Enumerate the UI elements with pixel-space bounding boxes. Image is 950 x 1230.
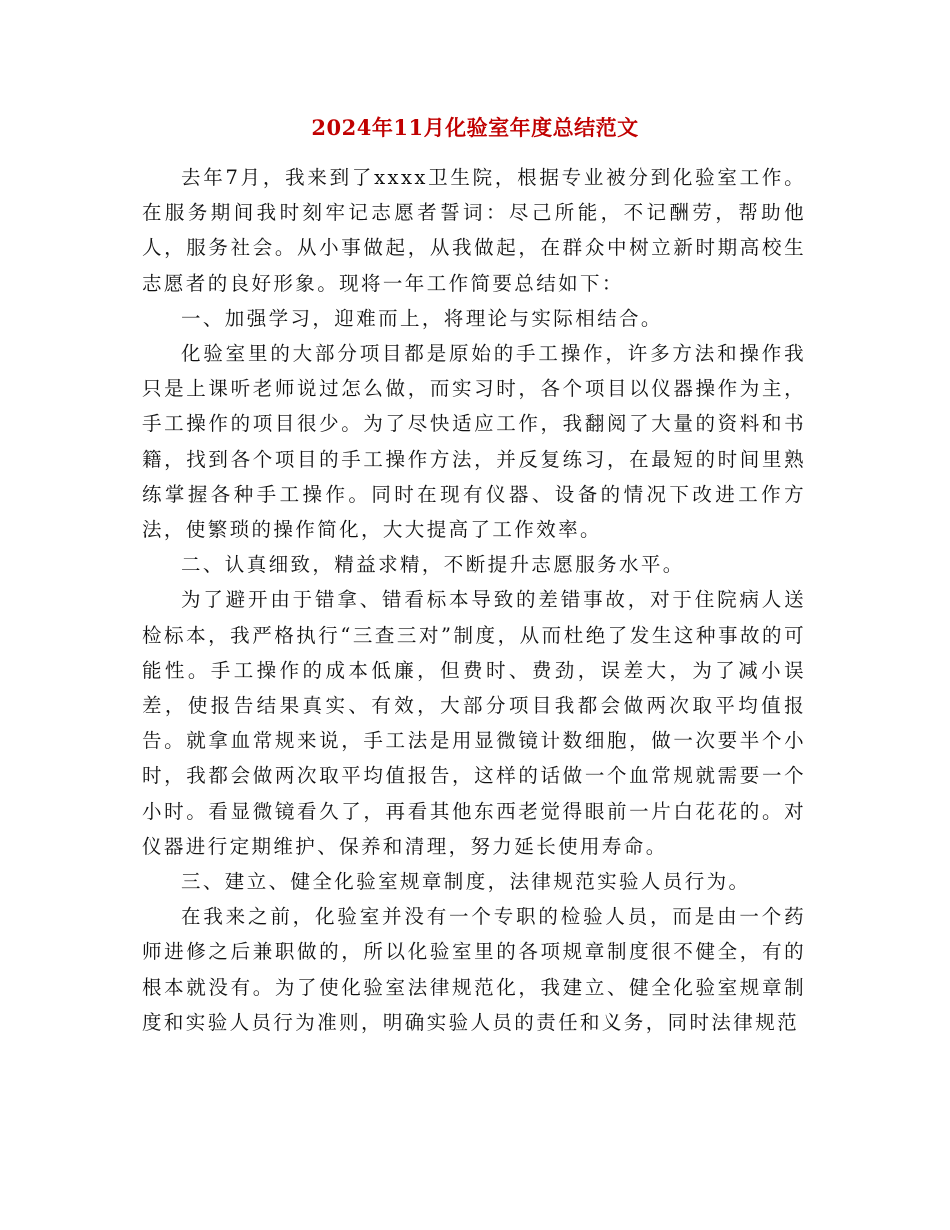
paragraph-section-2: 为了避开由于错拿、错看标本导致的差错事故，对于住院病人送检标本，我严格执行“三查三对”制度，从而杜绝了发生这种事故的可能性。手工操作的成本低廉，但费时、费劲，误差大，为了减小误差，使报告结果真实、有效，大部分项目我都会做两次取平均值报告。就拿血常规来说，手工法是用显微镜计数细胞，做一次要半个小时，我都会做两次取平均值报告，这样的话做一个血常规就需要一个小时。看显微镜看久了，再看其他东西老觉得眼前一片白花花的。对仪器进行定期维护、保养和清理，努力延长使用寿命。	[142, 588, 806, 858]
document-title: 2024年11月化验室年度总结范文	[311, 115, 639, 140]
paragraph-intro: 去年7月，我来到了xxxx卫生院，根据专业被分到化验室工作。在服务期间我时刻牢记志愿者誓词：尽己所能，不记酬劳，帮助他人，服务社会。从小事做起，从我做起，在群众中树立新时期高校生志愿者的良好形象。现将一年工作简要总结如下：	[142, 166, 806, 295]
section-heading-2: 二、认真细致，精益求精，不断提升志愿服务水平。	[181, 553, 685, 577]
document-body	[142, 160, 806, 1040]
section-heading-3: 三、建立、健全化验室规章制度，法律规范实验人员行为。	[181, 870, 751, 894]
section-heading-1: 一、加强学习，迎难而上，将理论与实际相结合。	[181, 306, 663, 330]
paragraph-section-1: 化验室里的大部分项目都是原始的手工操作，许多方法和操作我只是上课听老师说过怎么做，而实习时，各个项目以仪器操作为主，手工操作的项目很少。为了尽快适应工作，我翻阅了大量的资料和书籍，找到各个项目的手工操作方法，并反复练习，在最短的时间里熟练掌握各种手工操作。同时在现有仪器、设备的情况下改进工作方法，使繁琐的操作简化，大大提高了工作效率。	[142, 342, 806, 542]
paragraph-section-3: 在我来之前，化验室并没有一个专职的检验人员，而是由一个药师进修之后兼职做的，所以化验室里的各项规章制度很不健全，有的根本就没有。为了使化验室法律规范化，我建立、健全化验室规章制度和实验人员行为准则，明确实验人员的责任和义务，同时法律规范	[142, 905, 806, 1034]
